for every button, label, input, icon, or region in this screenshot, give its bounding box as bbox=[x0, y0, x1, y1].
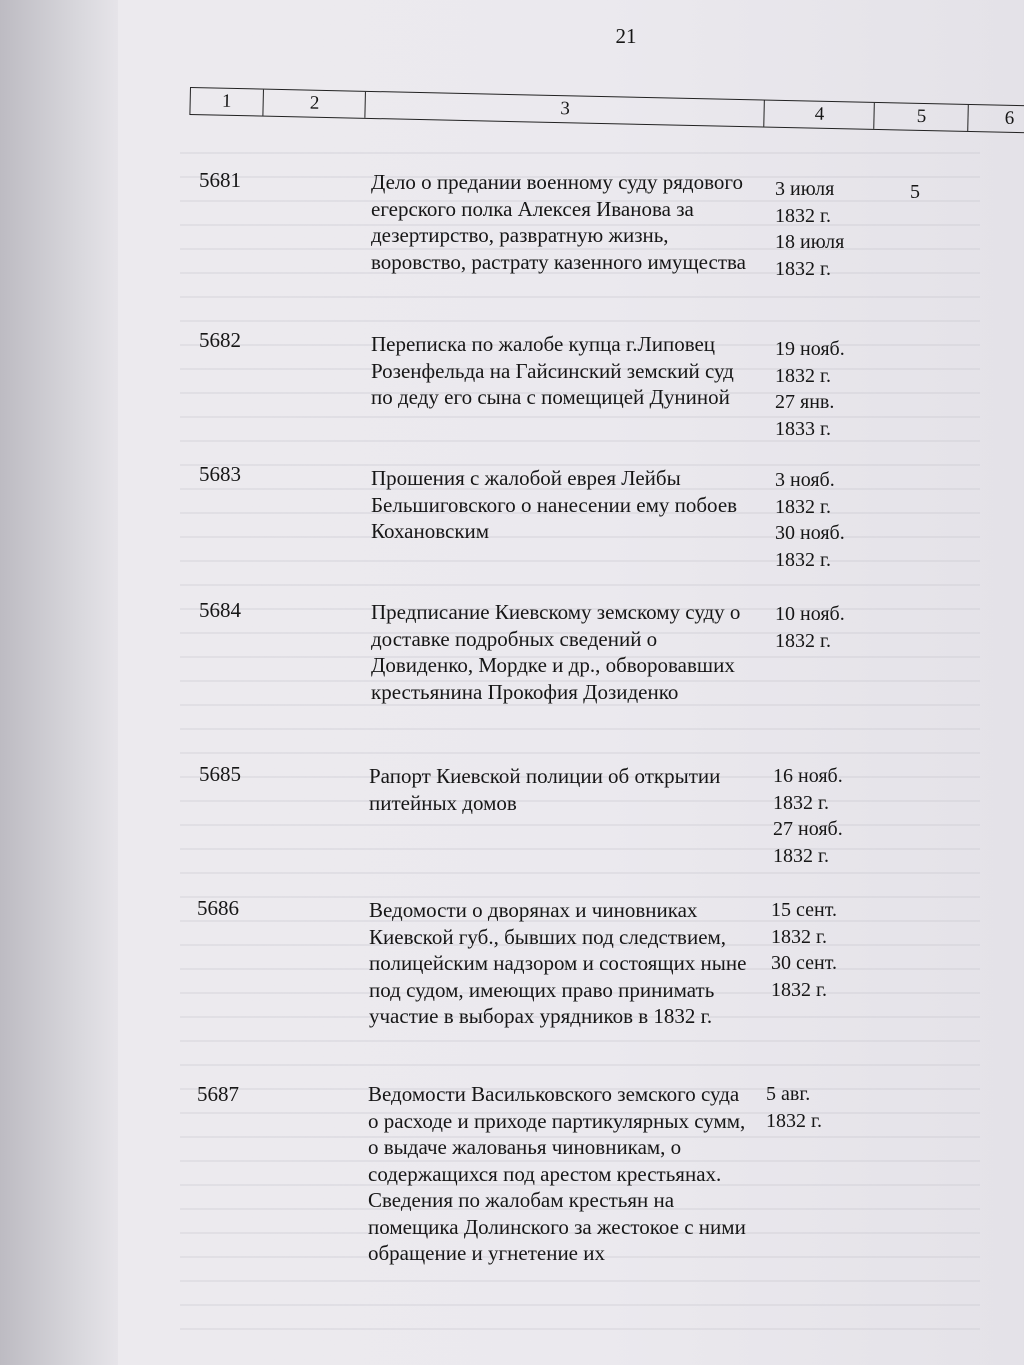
record-date-line: 19 нояб. bbox=[775, 338, 845, 360]
page-number: 21 bbox=[615, 24, 637, 48]
record-date-line: 30 нояб. bbox=[775, 522, 845, 544]
record-title: Ведомости о дворянах и чиновниках Киевской губ., бывших под следствием, полицейским надзором и состоящих ныне под судом, имеющих право принимать участие в выборах урядников в 1832 г. bbox=[369, 898, 747, 1028]
record-number: 5685 bbox=[199, 762, 241, 786]
record-date-line: 1833 г. bbox=[775, 417, 831, 440]
record-date-line: 3 июля bbox=[775, 178, 835, 200]
record-date-line: 5 авг. bbox=[766, 1083, 811, 1105]
record-date-line: 18 июля bbox=[775, 231, 845, 253]
record-title: Рапорт Киевской полиции об открытии питейных домов bbox=[369, 764, 721, 815]
record-date-line: 1832 г. bbox=[773, 791, 829, 814]
record-date-line: 27 нояб. bbox=[773, 818, 843, 840]
record-dates bbox=[775, 467, 885, 573]
header-col-6: 6 bbox=[1004, 107, 1015, 129]
record-date-line: 16 нояб. bbox=[773, 765, 843, 787]
table-header bbox=[189, 87, 1024, 134]
record-date-line: 1832 г. bbox=[775, 257, 831, 280]
record-sheets: 5 bbox=[910, 181, 920, 203]
record-date-line: 1832 г. bbox=[775, 364, 831, 387]
record-title: Ведомости Васильковского земского суда о расходе и приходе партикулярных сумм, о выдаче жалованья чиновникам, о содержащихся под арестом крестьянах. Сведения по жалобам крестьян на помещика Долинского за жестокое с ними обращение и угнетение их bbox=[368, 1082, 746, 1265]
record-date-line: 1832 г. bbox=[766, 1109, 822, 1132]
record-dates bbox=[771, 897, 881, 1003]
record-number: 5686 bbox=[197, 896, 239, 920]
record-title: Переписка по жалобе купца г.Липовец Розенфельда на Гайсинский земский суд по деду его сына с помещицей Дуниной bbox=[371, 332, 734, 409]
record-dates bbox=[775, 601, 885, 654]
record-date-line: 1832 г. bbox=[773, 844, 829, 867]
record-number: 5682 bbox=[199, 328, 241, 352]
header-col-4: 4 bbox=[765, 101, 875, 129]
record-title: Предписание Киевскому земскому суду о доставке подробных сведений о Довиденко, Мордке и др., обворовавших крестьянина Прокофия Дозиденко bbox=[371, 600, 741, 704]
record-date-line: 10 нояб. bbox=[775, 603, 845, 625]
record-title: Дело о предании военному суду рядового егерского полка Алексея Иванова за дезертирство, развратную жизнь, воровство, растрату казенного имущества bbox=[371, 170, 746, 274]
record-date-line: 1832 г. bbox=[775, 548, 831, 571]
record-dates bbox=[766, 1081, 876, 1134]
record-dates bbox=[775, 176, 885, 282]
record-date-line: 1832 г. bbox=[775, 629, 831, 652]
header-col-2: 2 bbox=[264, 90, 366, 118]
header-col-1: 1 bbox=[190, 88, 264, 116]
record-number: 5683 bbox=[199, 462, 241, 486]
record-title: Прошения с жалобой еврея Лейбы Бельшиговского о нанесении ему побоев Кохановским bbox=[371, 466, 738, 543]
record-number: 5681 bbox=[199, 168, 241, 192]
record-date-line: 15 сент. bbox=[771, 899, 837, 921]
record-date-line: 30 сент. bbox=[771, 952, 837, 974]
record-date-line: 27 янв. bbox=[775, 391, 835, 413]
record-dates bbox=[773, 763, 883, 869]
header-col-5: 5 bbox=[875, 103, 969, 131]
record-date-line: 1832 г. bbox=[775, 495, 831, 518]
record-dates bbox=[775, 336, 885, 442]
record-date-line: 1832 г. bbox=[771, 925, 827, 948]
record-date-line: 3 нояб. bbox=[775, 469, 835, 491]
page-gutter-shadow bbox=[0, 0, 118, 1365]
record-number: 5684 bbox=[199, 598, 241, 622]
record-date-line: 1832 г. bbox=[775, 204, 831, 227]
record-date-line: 1832 г. bbox=[771, 978, 827, 1001]
header-col-3: 3 bbox=[366, 92, 764, 127]
record-number: 5687 bbox=[197, 1082, 239, 1106]
